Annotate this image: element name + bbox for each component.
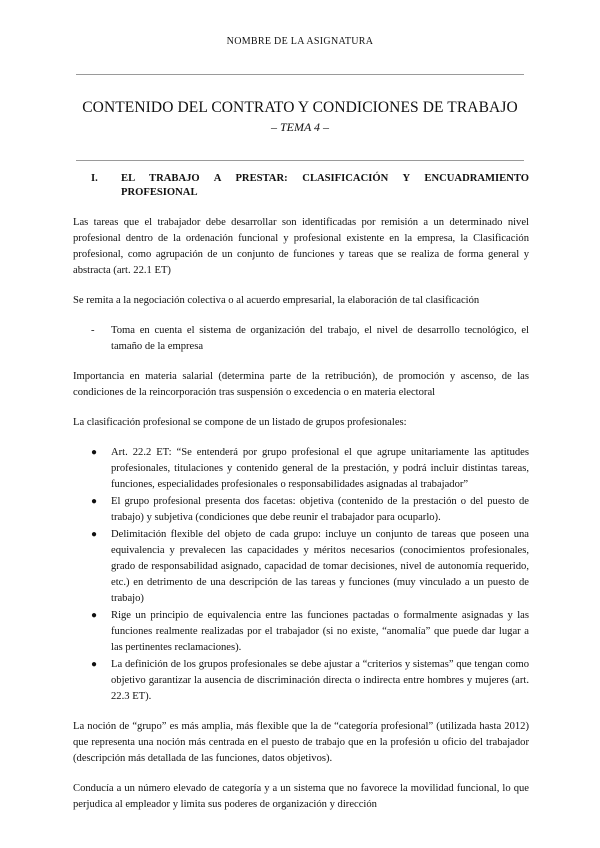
list-item-text: El grupo profesional presenta dos facetas: objetiva (contenido de la prestación o del puesto de trabajo) y subjetiva (condiciones que debe reunir el trabajador para ocuparlo).: [111, 496, 529, 523]
bullet-list: [73, 445, 529, 705]
list-item-text: Toma en cuenta el sistema de organización del trabajo, el nivel de desarrollo tecnológico, el tamaño de la empresa: [111, 325, 529, 352]
section-heading: [73, 172, 529, 199]
section-title: EL TRABAJO A PRESTAR: CLASIFICACIÓN Y ENCUADRAMIENTO PROFESIONAL: [121, 173, 529, 198]
running-header: NOMBRE DE LA ASIGNATURA: [226, 36, 374, 47]
paragraph-6: Conducía a un número elevado de categoría y a un sistema que no favorece la movilidad funcional, lo que perjudica al empleador y limita sus poderes de organización y dirección: [73, 783, 529, 810]
list-item-text: La definición de los grupos profesionales se debe ajustar a “criterios y sistemas” que tengan como objetivo garantizar la ausencia de discriminación directa o indirecta entre hombres y mujeres (art. 22.3 ET).: [111, 659, 529, 702]
title-divider: [76, 160, 524, 161]
bullet-icon: ●: [91, 529, 98, 540]
bullet-icon: ●: [91, 659, 98, 670]
dash-marker: -: [91, 325, 95, 336]
list-item: [73, 657, 529, 705]
list-item: [73, 494, 529, 526]
list-item: [73, 445, 529, 493]
dash-list: [73, 323, 529, 355]
paragraph-5: La noción de “grupo” es más amplia, más flexible que la de “categoría profesional” (utilizada hasta 2012) que representa una noción más centrada en el puesto de trabajo que en la profesión u oficio del trabajador (descripción más detallada de las funciones, datos objetivos).: [73, 721, 529, 764]
bullet-icon: ●: [91, 496, 98, 507]
bullet-icon: ●: [91, 610, 98, 621]
list-item-text: Art. 22.2 ET: “Se entenderá por grupo profesional el que agrupe unitariamente las aptitudes profesionales, titulaciones y contenido general de la prestación, y podrá incluir distintas tareas, funciones, especialidades profesionales o responsabilidades asignadas al trabajador”: [111, 447, 529, 490]
list-item: [73, 323, 529, 355]
paragraph-1: Las tareas que el trabajador debe desarrollar son identificadas por remisión a un determinado nivel profesional dentro de la ordenación funcional y profesional existente en la empresa, la Clasificación profesional, como agrupación de un conjunto de funciones y tareas que se realiza de forma general y abstracta (art. 22.1 ET): [73, 217, 529, 276]
list-item: [73, 608, 529, 656]
header-divider: [76, 74, 524, 75]
list-item: [73, 527, 529, 607]
document-subtitle: – TEMA 4 –: [270, 120, 330, 134]
bullet-icon: ●: [91, 447, 98, 458]
section-number: I.: [91, 173, 98, 184]
document-title: CONTENIDO DEL CONTRATO Y CONDICIONES DE TRABAJO: [82, 99, 518, 116]
list-item-text: Delimitación flexible del objeto de cada grupo: incluye un conjunto de tareas que poseen una equivalencia y prevalecen las capacidades y méritos necesarios (conocimientos profesionales, grado de responsabilidad asignado, capacidad de tomar decisiones, nivel de autonomía requerido, etc.) en detrimento de una descripción de las tareas y funciones (muy vinculado a un puesto de trabajo): [111, 529, 529, 604]
paragraph-4: La clasificación profesional se compone de un listado de grupos profesionales:: [73, 417, 407, 428]
paragraph-3: Importancia en materia salarial (determina parte de la retribución), de promoción y ascenso, de las condiciones de la reincorporación tras suspensión o excedencia o en materia electoral: [73, 371, 529, 398]
document-body: [73, 172, 529, 827]
list-item-text: Rige un principio de equivalencia entre las funciones pactadas o formalmente asignadas y las funciones realmente realizadas por el trabajador (si no existe, “anomalía” que puede dar lugar a las pertinentes reclamaciones).: [111, 610, 529, 653]
paragraph-2: Se remita a la negociación colectiva o al acuerdo empresarial, la elaboración de tal clasificación: [73, 295, 480, 306]
